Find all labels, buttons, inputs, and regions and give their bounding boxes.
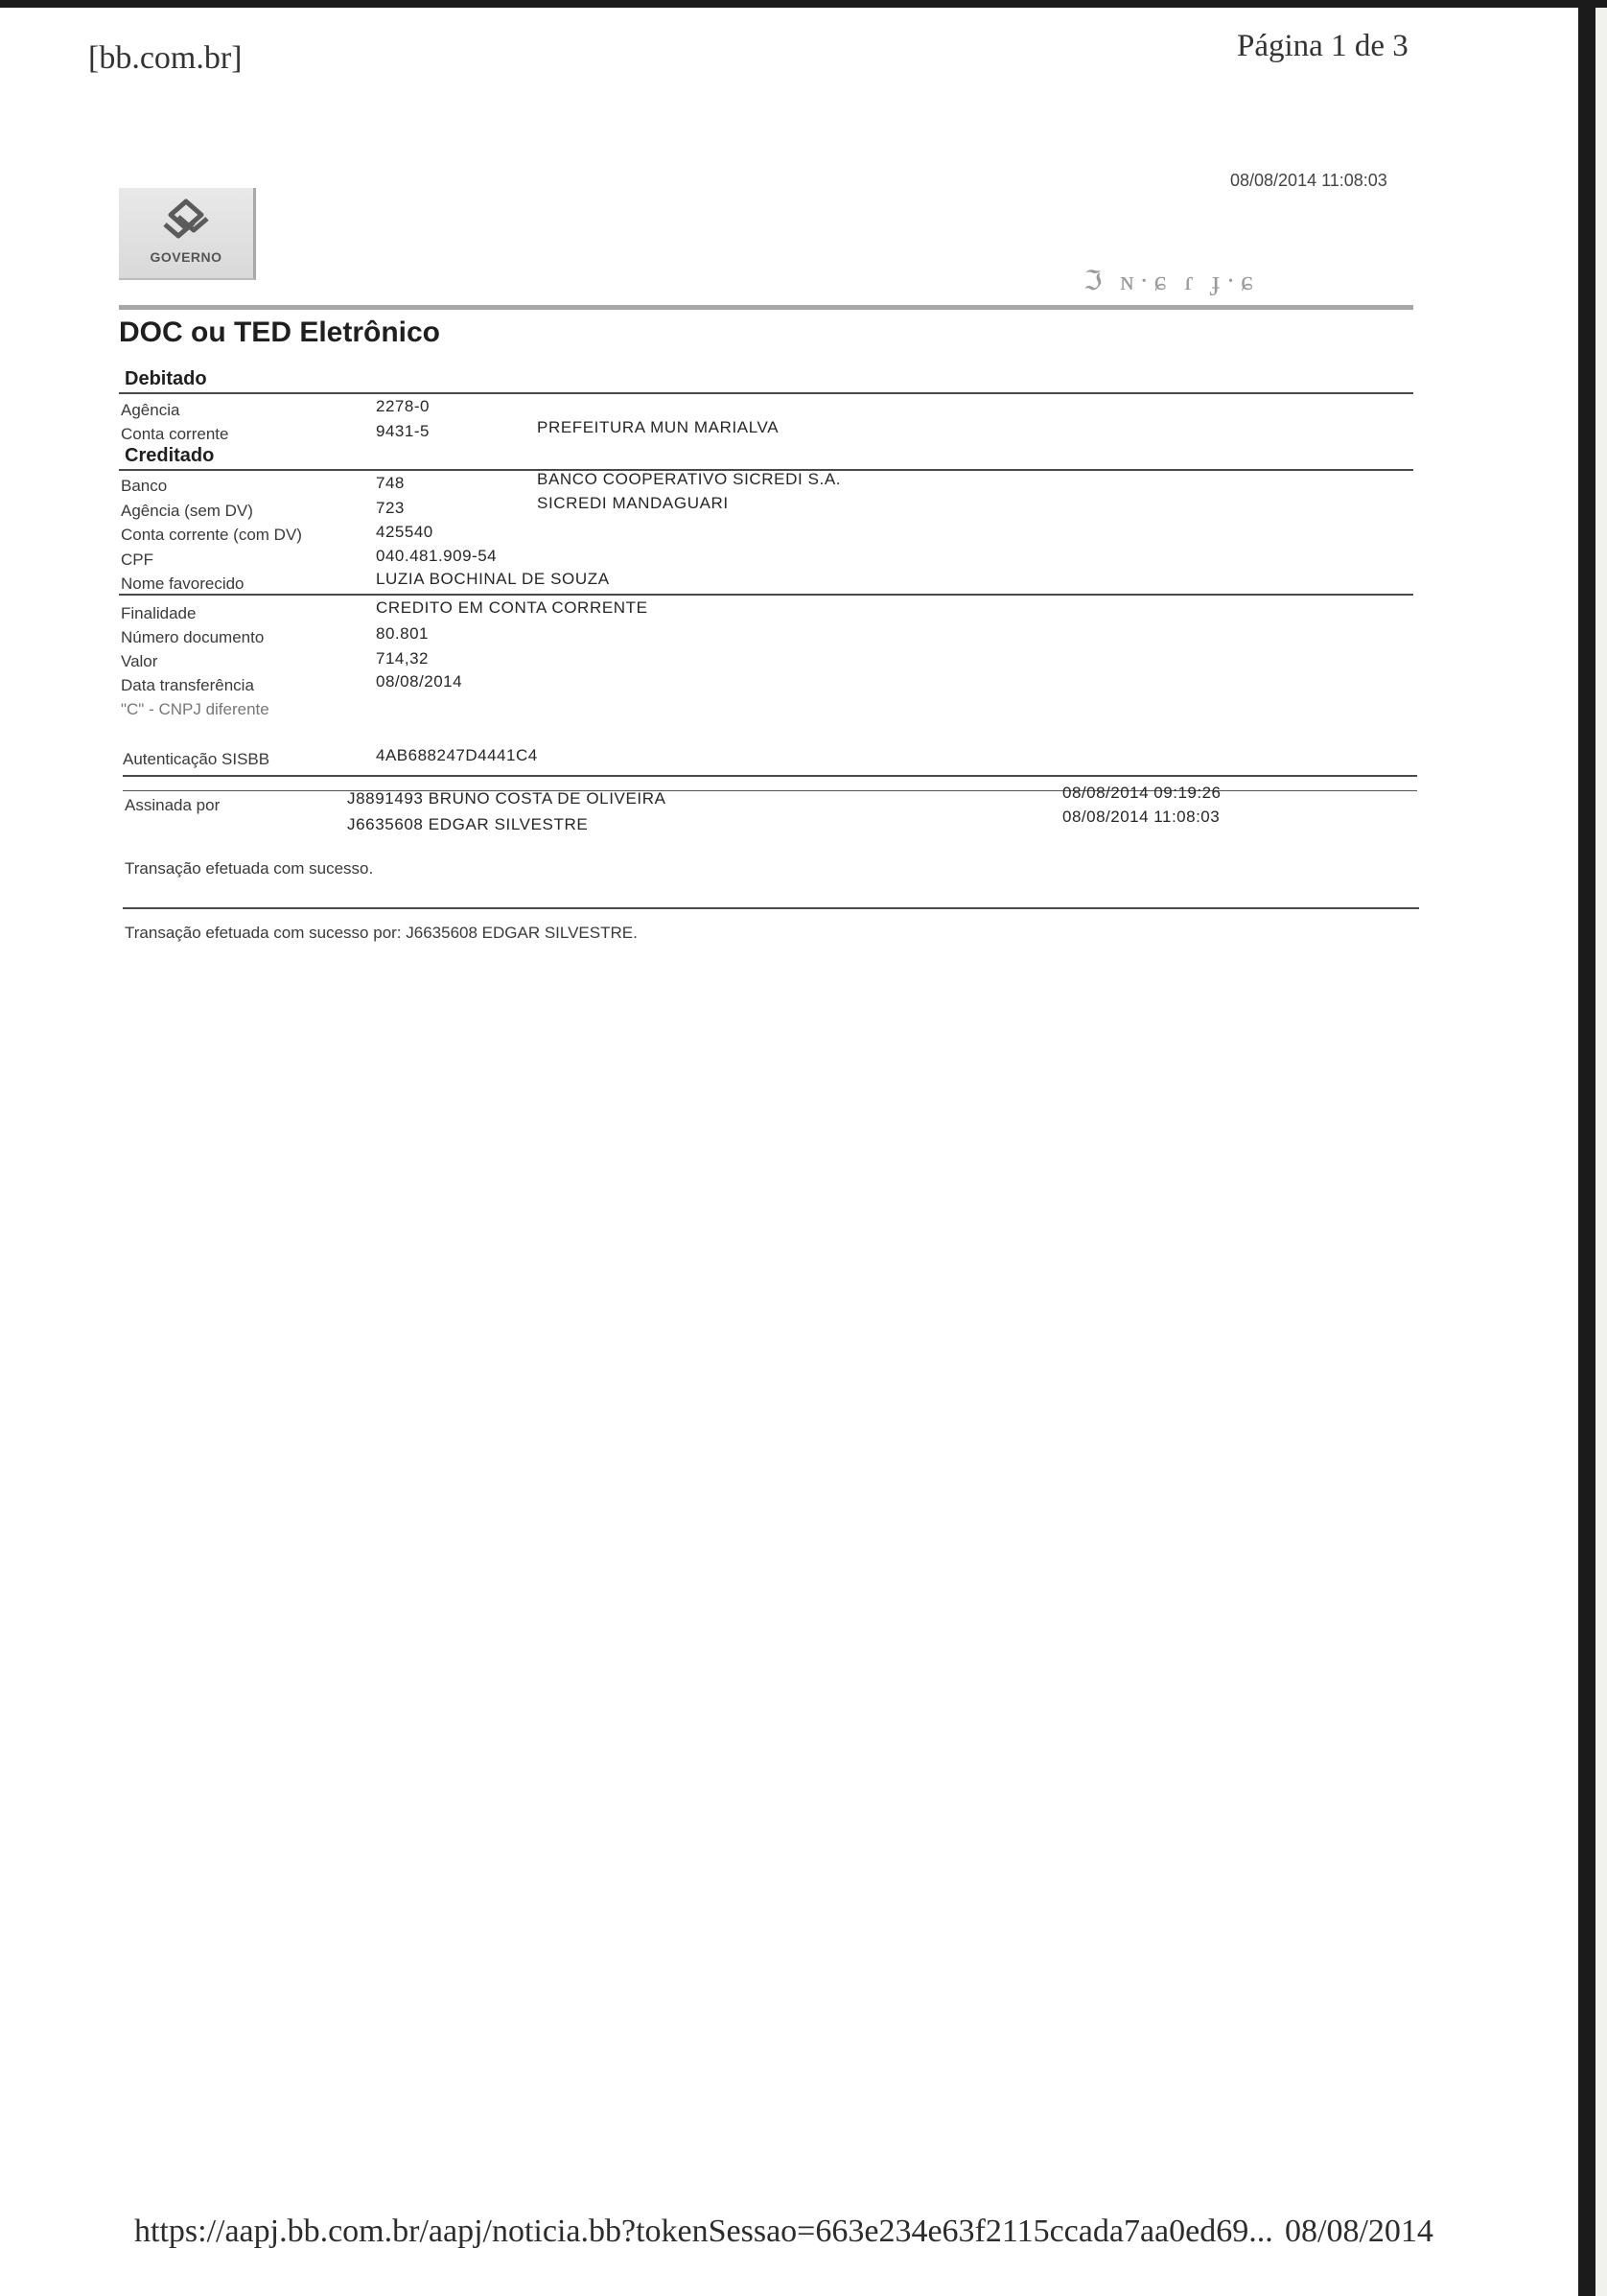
debitado-conta-value: 9431-5 xyxy=(376,422,430,440)
creditado-favorecido-label: Nome favorecido xyxy=(121,574,245,593)
status-message: Transação efetuada com sucesso. xyxy=(125,859,374,878)
creditado-cpf-label: CPF xyxy=(121,551,153,569)
print-timestamp: 08/08/2014 11:08:03 xyxy=(1230,171,1387,190)
header-divider xyxy=(119,305,1413,310)
page-number: Página 1 de 3 xyxy=(1237,29,1409,63)
creditado-banco-value: 748 xyxy=(376,474,405,492)
page-title: DOC ou TED Eletrônico xyxy=(119,316,441,348)
autenticacao-value: 4AB688247D4441C4 xyxy=(376,746,538,764)
valor-value: 714,32 xyxy=(376,649,429,668)
signer-2-name: J6635608 EDGAR SILVESTRE xyxy=(347,815,589,833)
print-date: 08/08/2014 xyxy=(1285,2214,1433,2249)
numero-documento-value: 80.801 xyxy=(376,624,429,643)
creditado-banco-name: BANCO COOPERATIVO SICREDI S.A. xyxy=(537,470,842,488)
data-transferencia-label: Data transferência xyxy=(121,676,254,694)
footer-status-message: Transação efetuada com sucesso por: J6635608 EDGAR SILVESTRE. xyxy=(125,924,638,942)
debitado-conta-name: PREFEITURA MUN MARIALVA xyxy=(537,418,780,436)
details-rule xyxy=(119,594,1413,596)
creditado-heading: Creditado xyxy=(125,445,215,466)
data-transferencia-value: 08/08/2014 xyxy=(376,672,463,691)
creditado-agencia-value: 723 xyxy=(376,499,405,517)
autenticacao-label: Autenticação SISBB xyxy=(123,750,270,768)
signer-1-datetime: 08/08/2014 09:19:26 xyxy=(1062,784,1222,802)
creditado-agencia-name: SICREDI MANDAGUARI xyxy=(537,494,729,512)
bb-governo-logo xyxy=(119,188,256,280)
debitado-conta-label: Conta corrente xyxy=(121,425,229,443)
finalidade-value: CREDITO EM CONTA CORRENTE xyxy=(376,598,648,617)
scan-edge-top xyxy=(0,0,1607,8)
creditado-conta-label: Conta corrente (com DV) xyxy=(121,526,302,544)
valor-label: Valor xyxy=(121,652,158,670)
debitado-agencia-value: 2278-0 xyxy=(376,397,430,415)
debitado-heading: Debitado xyxy=(125,368,207,389)
creditado-conta-value: 425540 xyxy=(376,523,433,541)
scan-edge-right xyxy=(1578,0,1595,2296)
page-url: https://aapj.bb.com.br/aapj/noticia.bb?tokenSessao=663e234e63f2115ccada7aa0ed69... xyxy=(134,2214,1273,2249)
debitado-agencia-label: Agência xyxy=(121,401,180,419)
handwritten-note: ℑ ɴ·ɕ ɾ ɟ·ɕ xyxy=(1083,267,1259,296)
assinada-por-label: Assinada por xyxy=(125,796,221,814)
logo-caption: GOVERNO xyxy=(150,249,222,265)
footer-status-rule xyxy=(123,907,1419,909)
cnpj-note: "C" - CNPJ diferente xyxy=(121,700,269,718)
signer-1-name: J8891493 BRUNO COSTA DE OLIVEIRA xyxy=(347,789,666,808)
numero-documento-label: Número documento xyxy=(121,628,265,646)
signer-2-datetime: 08/08/2014 11:08:03 xyxy=(1062,808,1221,826)
signature-rule xyxy=(123,790,1417,791)
signature-rule-top xyxy=(123,775,1417,777)
finalidade-label: Finalidade xyxy=(121,604,197,622)
creditado-banco-label: Banco xyxy=(121,477,168,495)
creditado-cpf-value: 040.481.909-54 xyxy=(376,547,498,565)
debitado-rule xyxy=(119,392,1413,394)
creditado-favorecido-value: LUZIA BOCHINAL DE SOUZA xyxy=(376,570,610,588)
creditado-agencia-label: Agência (sem DV) xyxy=(121,502,253,520)
site-header: [bb.com.br] xyxy=(88,40,243,76)
bb-logo-icon xyxy=(159,198,213,246)
